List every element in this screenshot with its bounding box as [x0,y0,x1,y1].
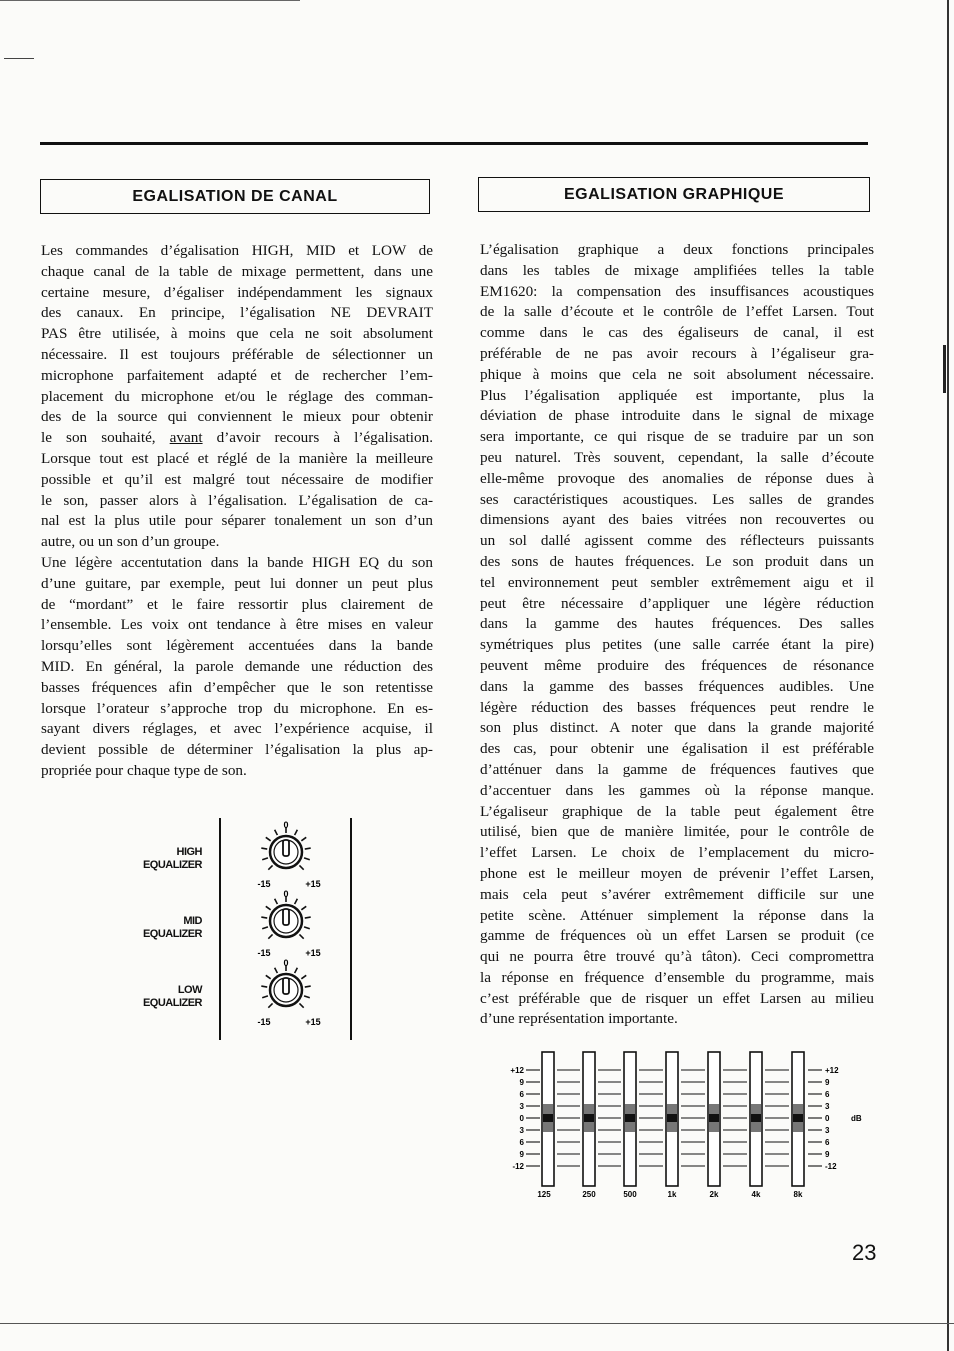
eq-label-mid: MID EQUALIZER [142,915,202,940]
text-line: de la salle d’écoute et le contrôle de l’effet Larsen. Tout [480,303,874,321]
text-line: peuvent même produire des fréquences de résonance [480,656,874,674]
ge-slider-grip [793,1114,803,1122]
ge-left-scale-label: 6 [519,1090,524,1099]
ge-freq-label: 2k [709,1190,719,1199]
text-line: le son, passer alors à l’égalisation. L’égalisation de ca- [41,491,433,509]
ge-right-scale-label: 6 [825,1138,830,1147]
knob-min-label: -15 [257,879,271,889]
ge-unit-label: dB [851,1114,862,1123]
ge-slider-grip [543,1114,553,1122]
text-line: basses fréquences afin d’empêcher que le son retentisse [41,678,433,696]
scan-edge-top [0,0,300,1]
text-line: autre, ou un son d’un groupe. [41,533,220,551]
ge-left-scale-label: 0 [519,1114,524,1123]
text-line: Une légère accentutation dans la bande HIGH EQ du son [41,553,433,571]
text-line: comme dans le cas des égaliseurs de canal, il est [480,324,874,342]
ge-right-scale-label: 3 [825,1126,830,1135]
text-line: MID. En général, la parole demande une réduction des [41,657,433,675]
ge-left-scale-label: 3 [519,1126,524,1135]
text-line: petite scène. Atténuer simplement la réponse dans la [480,906,874,924]
text-line: lorsqu’elles sont légèrement accentuées dans la bande [41,637,433,655]
ge-slider-grip [751,1114,761,1122]
ge-freq-label: 8k [793,1190,803,1199]
ge-slider-500[interactable] [624,1052,636,1186]
text-line: lorsque l’orateur s’approche trop du microphone. En es- [41,699,433,717]
graphic-eq-text [480,240,874,1030]
ge-slider-2k[interactable] [708,1052,720,1186]
text-line: d’accentuer dans les gammes où la réponse manque. [480,781,874,799]
text-line: tel environnement peut sembler extrêmement aigu et il [480,573,874,591]
text-line: légère réduction des basses fréquences peut rendre le [480,698,874,716]
text-line: mais cela peut s’avérer extrêmement difficile sur une [480,885,874,903]
ge-right-scale-label: 3 [825,1102,830,1111]
ge-slider-125[interactable] [542,1052,554,1186]
text-line: Plus l’égalisation appliquée est importante, plus la [480,386,874,404]
ge-left-scale-label: 3 [519,1102,524,1111]
text-line: le son souhaité, avant d’avoir recours à l’égalisation. [41,429,433,447]
section-title-channel-eq [40,179,430,214]
eq-divider-right [350,818,352,1040]
ge-slider-grip [584,1114,594,1122]
knob-center-label: 0 [283,820,289,830]
text-line: symétriques plus petites (une salle carrée étant la pire) [480,636,874,654]
ge-slider-250[interactable] [583,1052,595,1186]
knob-center-label: 0 [283,889,289,899]
text-line: Les commandes d’égalisation HIGH, MID et LOW de [41,242,433,259]
text-line: propriée pour chaque type de son. [41,761,247,779]
page-number: 23 [852,1240,877,1265]
ge-left-scale-label: 9 [519,1078,524,1087]
ge-slider-8k[interactable] [792,1052,804,1186]
section-title-text: EGALISATION DE CANAL [132,187,338,205]
text-line: Lorsque tout est placé et réglé de la manière la meilleure [41,449,433,467]
knob-max-label: +15 [305,1017,321,1027]
text-line: d’une représentation importante. [480,1010,678,1028]
ge-freq-label: 125 [537,1190,551,1199]
channel-eq-text [41,241,433,782]
text-line: sayant divers réglages, et avec l’expérience acquise, il [41,720,433,738]
knob-min-label: -15 [257,948,271,958]
ge-slider-4k[interactable] [750,1052,762,1186]
text-line: d’atténuer dans la gamme de fréquences fautives que [480,760,874,778]
text-line: d’une guitare, par exemple, peut lui donner un peut plus [41,574,433,592]
text-line: des de la source qui conviennent le mieux pour obtenir [41,408,433,426]
ge-right-scale-label: -12 [825,1162,837,1171]
ge-right-scale-label: 9 [825,1150,830,1159]
ge-left-scale-label: 6 [519,1138,524,1147]
eq-knob-mid[interactable] [257,889,320,958]
ge-slider-grip [625,1114,635,1122]
text-line: peu naturel. Très souvent, cependant, la salle d’écoute [480,448,874,466]
text-line: dans la gamme des hautes fréquences. Des salles [480,615,874,633]
scan-edge-right [947,0,949,1351]
text-line: elle-même provoque des anomalies de réponse dues à [480,469,874,487]
ge-right-scale-label: 6 [825,1090,830,1099]
text-line: utilisé, bien que de manière limitée, pour le contrôle de [480,823,874,841]
text-line: possible et qu’il est malgré tout nécessaire de modifier [41,470,433,488]
text-line: phique à moins que cela ne soit absolument nécessaire. [480,365,874,383]
ge-freq-label: 500 [623,1190,637,1199]
text-line: des cas, pour obtenir une égalisation il est préférable [480,740,874,758]
ge-left-scale-label: +12 [510,1066,524,1075]
text-line: L’égaliseur graphique de la table peut également être [480,802,874,820]
scan-edge-bottom [0,1323,954,1324]
text-line: nal est la plus utile pour séparer tonalement un son d’un [41,512,433,530]
ge-right-scale-label: 0 [825,1114,830,1123]
text-line: chaque canal de la table de mixage permettent, dans une [41,262,433,280]
section-title-graphic-eq [478,177,870,212]
text-line: microphone parfaitement adapté et de rechercher l’em- [41,366,433,384]
ge-freq-label: 250 [582,1190,596,1199]
knob-min-label: -15 [257,1017,271,1027]
text-line: qui ne pourra être trouvé qu’à tâton). Ceci compromettra [480,948,874,966]
text-line: son plus distinct. A noter que dans la grande majorité [480,719,874,737]
text-line: la réponse en fréquence d’ensemble du programme, mais [480,968,874,986]
ge-slider-grip [709,1114,719,1122]
ge-freq-label: 4k [751,1190,761,1199]
knob-max-label: +15 [305,948,321,958]
text-line: préférable de ne pas avoir recours à l’égaliseur gra- [480,344,874,362]
scan-edge-right-mid [943,345,946,393]
channel-eq-knobs [240,818,340,1038]
text-line: déviation de phase introduite dans le signal de mixage [480,407,874,425]
ge-freq-label: 1k [667,1190,677,1199]
emphasis-avant: avant [169,429,203,447]
graphic-equalizer [500,1020,870,1210]
scan-edge-left-mark [4,58,34,59]
ge-right-scale-label: 9 [825,1078,830,1087]
ge-left-scale-label: 9 [519,1150,524,1159]
text-line: dimensions ayant des baies vitrées non recouvertes ou [480,511,874,529]
text-line: sera importante, ce qui risque de se traduire par un son [480,428,874,446]
eq-knob-high[interactable] [257,820,320,889]
text-line: nécessaire. Il est toujours préférable de sélectionner un [41,345,433,363]
text-line: placement du microphone et/ou le réglage des comman- [41,387,433,405]
text-line: ses caractéristiques acoustiques. Les salles de grandes [480,490,874,508]
text-line: PAS être utilisée, à moins que cela ne soit absolument [41,325,433,343]
top-rule [40,142,868,145]
eq-label-low: LOW EQUALIZER [142,984,202,1009]
text-line: peut être nécessaire d’appliquer une légère réduction [480,594,874,612]
text-line: gamme de fréquences où un effet Larsen se produit (ce [480,927,874,945]
ge-slider-1k[interactable] [666,1052,678,1186]
text-line: des canaux. En principe, l’égalisation NE DEVRAIT [41,304,433,322]
text-line: dans les tables de mixage amplifiées telles la table [480,261,874,279]
text-line: L’égalisation graphique a deux fonctions principales [480,241,874,258]
ge-slider-grip [667,1114,677,1122]
knob-center-label: 0 [283,958,289,968]
eq-label-high: HIGH EQUALIZER [142,846,202,871]
knob-max-label: +15 [305,879,321,889]
ge-left-scale-label: -12 [512,1162,524,1171]
text-line: certaine mesure, d’égaliser indépendamment les signaux [41,283,433,301]
text-line: des sons de hautes fréquences. Le son produit dans un [480,552,874,570]
text-line: dans la gamme des basses fréquences audibles. Une [480,677,874,695]
text-line: EM1620: la compensation des insuffisances acoustiques [480,282,874,300]
eq-divider-left [219,818,221,1040]
text-line: un sol dallé agissent comme des réflecteurs puissants [480,532,874,550]
text-line: de “mordant” et le faire ressortir plus clairement de [41,595,433,613]
text-line: l’ensemble. Les voix ont tendance à être mises en valeur [41,616,433,634]
eq-knob-low[interactable] [257,958,320,1027]
text-line: devient possible de déterminer l’égalisation la plus ap- [41,741,433,759]
ge-right-scale-label: +12 [825,1066,839,1075]
text-line: l’effet Larsen. Le choix de l’emplacement du micro- [480,844,874,862]
section-title-text: EGALISATION GRAPHIQUE [564,185,784,203]
text-line: phone est le meilleur moyen de prévenir l’effet Larsen, [480,864,874,882]
text-line: c’est préférable que de risquer un effet Larsen au milieu [480,989,874,1007]
